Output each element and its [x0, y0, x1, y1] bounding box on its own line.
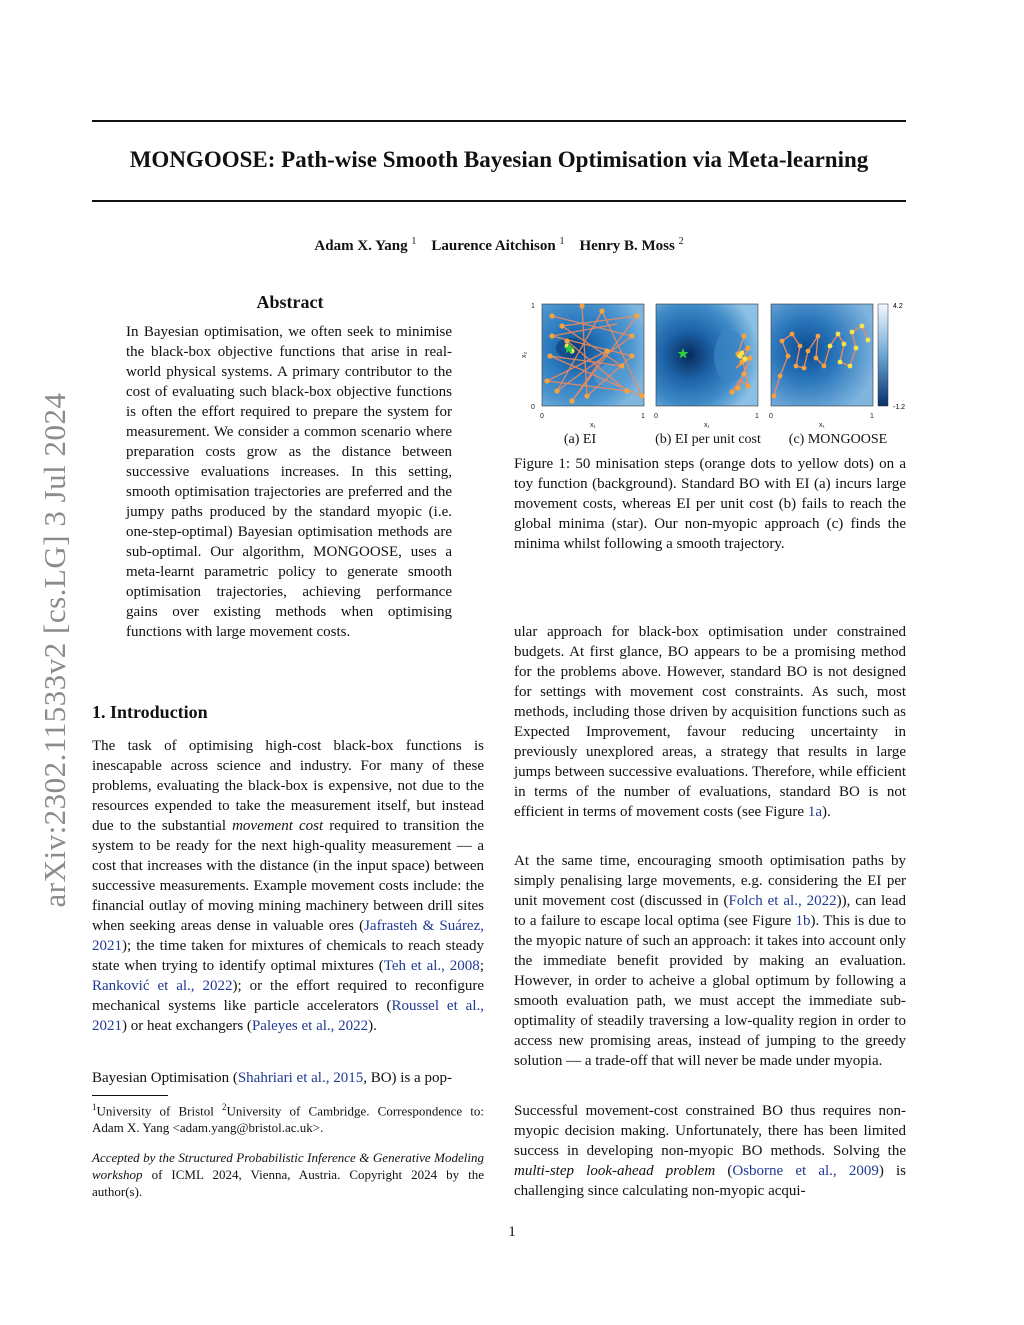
panel-mongoose [771, 304, 873, 406]
body-paragraph: Successful movement-cost constrained BO thus requires non-myopic decision making. Unfortunately, there has been limited success in developing non-myopic BO methods. Solving the multi-step look-ahead problem (Osborne et al., 2009) is challenging since calculating non-myopic acqui- [514, 1103, 906, 1199]
title-rule [92, 200, 906, 202]
figure-ref-link[interactable]: 1a [807, 804, 822, 820]
x-tick-min: 0 [540, 413, 544, 420]
panel-ei-per-unit-cost [656, 304, 758, 406]
x-tick-max: 1 [641, 413, 645, 420]
body-paragraph: ular approach for black-box optimisation under constrained budgets. At first glance, BO appears to be a promising method for the problems above. However, standard BO is not designed for settings with movement cost constraints. As such, most methods, including those driven by acquisition functions such as Expected Improvement, favour reducing uncertainty in previously unexplored areas, a strategy that results in large jumps between successive evaluations. Therefore, while efficient in terms of the number of evaluations, standard BO is not efficient in terms of movement costs (see Figure 1a). [514, 624, 906, 820]
citation-link[interactable]: Roussel et al., 2021 [92, 998, 484, 1034]
x-tick-min: 0 [769, 413, 773, 420]
figure-caption: Figure 1: 50 minisation steps (orange dots to yellow dots) on a toy function (background). Standard BO with EI (a) incurs large movement costs, whereas EI per unit cost (b) fails to reach the global minima (star). Our non-myopic approach (c) finds the minima whilst following a smooth trajectory. [514, 456, 906, 552]
x-tick-min: 0 [654, 413, 658, 420]
subcaption-b: (b) EI per unit cost [655, 432, 761, 447]
colorbar-max: 4.2 [893, 303, 903, 310]
colorbar [878, 304, 888, 406]
citation-link[interactable]: Osborne et al., 2009 [732, 1163, 879, 1179]
abstract-text: In Bayesian optimisation, we often seek to minimise the black-box objective functions that arise in real-world physical systems. A primary contributor to the cost of evaluating such black-box objective functions is often the effort required to prepare the system for measurement. We consider a common scenario where preparation costs grow as the distance between successive evaluations increases. In this setting, smooth optimisation trajectories are preferred and the jumpy paths produced by the standard myopic (i.e. one-step-optimal) Bayesian optimisation methods are sub-optimal. Our algorithm, MONGOOSE, uses a meta-learnt parametric policy to generate smooth optimisation trajectories, achieving performance gains over existing methods when optimising functions with large movement costs. [126, 324, 452, 640]
intro-paragraph: The task of optimising high-cost black-box functions is inescapable across science and industry. For many of these problems, evaluating the black-box is expensive, not due to the resources expended to take the measurement itself, but instead due to the substantial movement cost required to transition the system to be ready for the next high-quality measurement — a cost that increases with the distance (in the input space) between successive measurements. Example movement costs include: the financial outlay of moving mining machinery between drill sites when seeking areas dense in valuable ores (Jafrasteh & Suárez, 2021); the time taken for mixtures of chemicals to reach steady state when trying to identify optimal mixtures (Teh et al., 2008; Ranković et al., 2022); or the effort required to reconfigure mechanical systems like particle accelerators (Roussel et al., 2021) or heat exchangers (Paleyes et al., 2022). [92, 738, 485, 1034]
author-affil: 1 [411, 236, 417, 247]
author-affil: 1 [559, 236, 565, 247]
citation-link[interactable]: Paleyes et al., 2022 [251, 1018, 369, 1034]
x-tick-max: 1 [870, 413, 874, 420]
author-name: Henry B. Moss [579, 238, 675, 254]
author-name: Laurence Aitchison [431, 238, 556, 254]
figure-1 [512, 296, 912, 432]
arxiv-watermark: arXiv:2302.11533v2 [cs.LG] 3 Jul 2024 [37, 392, 72, 908]
author-affil: 2 [678, 236, 684, 247]
figure-ref-link[interactable]: 1b [795, 913, 811, 929]
x-axis-label: x₁ [590, 422, 596, 429]
workshop-footnote: Accepted by the Structured Probabilistic Inference & Generative Modeling workshop of ICML 2024, Vienna, Austria. Copyright 2024 by the author(s). [92, 1150, 484, 1199]
paper-title: MONGOOSE: Path-wise Smooth Bayesian Optimisation via Meta-learning [129, 147, 869, 172]
subcaption-c: (c) MONGOOSE [788, 432, 888, 447]
citation-link[interactable]: Ranković et al., 2022 [92, 978, 233, 994]
citation-link[interactable]: Jafrasteh & Suárez, 2021 [92, 918, 484, 954]
body-paragraph: At the same time, encouraging smooth optimisation paths by simply penalising large movements, e.g. considering the EI per unit movement cost (discussed in (Folch et al., 2022)), can lead to a failure to escape local optima (see Figure 1b). This is due to the myopic nature of such an approach: it takes into account only the immediate benefit provided by making an evaluation. However, in order to acheive a global optimum by following a smooth evaluation path, we must accept the immediate sub-optimality of steadily traversing a low-quality region in order to access new promising areas, instead of jumping to the greedy solution — a trade-off that will never be made under myopia. [514, 853, 906, 1069]
citation-link[interactable]: Folch et al., 2022 [728, 893, 837, 909]
x-axis-label: x₁ [704, 422, 710, 429]
abstract-heading: Abstract [256, 292, 324, 312]
section-heading: 1. Introduction [92, 702, 208, 722]
y-tick-max: 1 [531, 303, 535, 310]
citation-link[interactable]: Shahriari et al., 2015 [237, 1070, 364, 1086]
panel-ei [542, 303, 645, 406]
page-number: 1 [508, 1224, 516, 1240]
footnote-rule [92, 1095, 168, 1096]
subcaption-a: (a) EI [563, 432, 597, 447]
affiliation-footnote: $^1$University of Bristol $^2$University of Cambridge. Correspondence to: Adam X. Yang <adam.yang@bristol.ac.uk>. [92, 1102, 485, 1136]
y-axis-label: x₂ [521, 351, 528, 358]
colorbar-min: -1.2 [893, 404, 906, 411]
x-axis-label: x₁ [819, 422, 825, 429]
top-rule [92, 120, 906, 122]
x-tick-max: 1 [755, 413, 759, 420]
author-name: Adam X. Yang [314, 238, 408, 254]
author-list [92, 236, 906, 255]
intro-paragraph: Bayesian Optimisation (Shahriari et al., 2015, BO) is a pop- [92, 1070, 452, 1086]
y-tick-min: 0 [531, 404, 535, 411]
citation-link[interactable]: Teh et al., 2008 [383, 958, 480, 974]
